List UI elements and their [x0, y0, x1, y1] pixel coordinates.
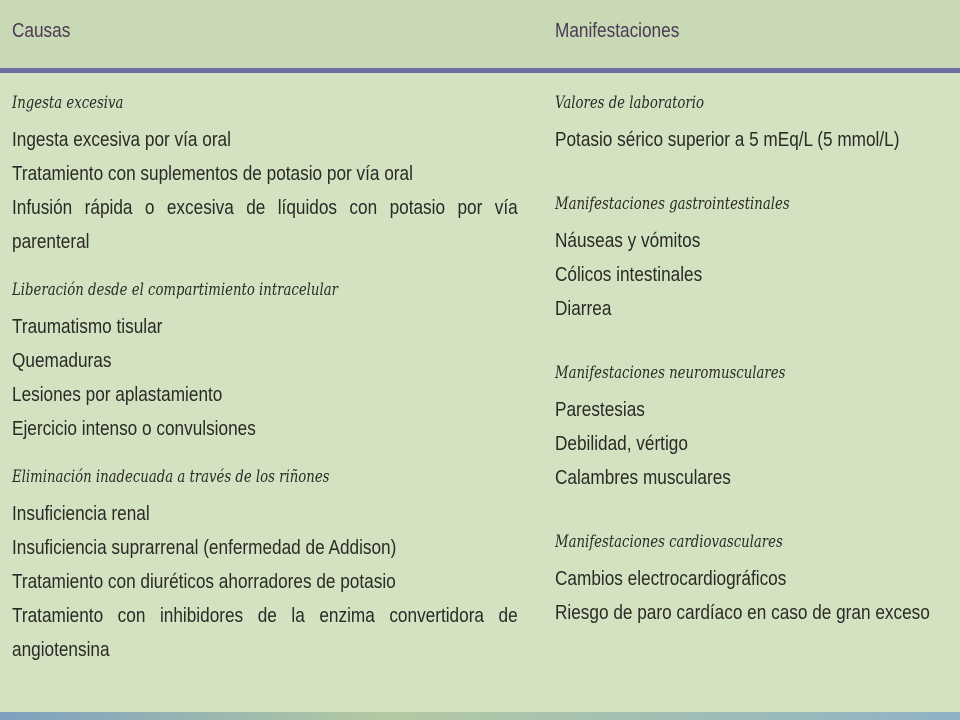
list-item: Cólicos intestinales — [555, 264, 703, 286]
manif-section-cardio — [555, 531, 955, 630]
column-header-causas: Causas — [12, 20, 71, 42]
manif-section-laboratorio — [555, 92, 955, 157]
list-item: Debilidad, vértigo — [555, 433, 688, 455]
list-item: Tratamiento con inhibidores de la enzima convertidora de angiotensina — [12, 605, 518, 661]
section-title: Liberación desde el compartimiento intracelular — [12, 280, 338, 300]
manifestaciones-column — [555, 92, 955, 630]
list-item: Insuficiencia renal — [12, 503, 150, 525]
causas-section-eliminacion — [12, 466, 532, 667]
section-title: Manifestaciones cardiovasculares — [555, 532, 783, 552]
list-item: Diarrea — [555, 298, 612, 320]
list-item: Náuseas y vómitos — [555, 230, 701, 252]
list-item: Infusión rápida o excesiva de líquidos con potasio por vía parenteral — [12, 197, 518, 253]
section-title: Eliminación inadecuada a través de los riñones — [12, 467, 330, 487]
list-item: Potasio sérico superior a 5 mEq/L (5 mmol/L) — [555, 129, 900, 151]
list-item: Lesiones por aplastamiento — [12, 384, 223, 406]
causas-column — [12, 92, 532, 667]
list-item: Ejercicio intenso o convulsiones — [12, 418, 256, 440]
header-divider — [0, 68, 960, 73]
manif-section-neuro — [555, 362, 955, 495]
causas-section-liberacion — [12, 279, 532, 446]
list-item: Tratamiento con diuréticos ahorradores de potasio — [12, 571, 396, 593]
list-item: Tratamiento con suplementos de potasio por vía oral — [12, 163, 413, 185]
list-item: Insuficiencia suprarrenal (enfermedad de Addison) — [12, 537, 397, 559]
list-item: Parestesias — [555, 399, 645, 421]
list-item: Ingesta excesiva por vía oral — [12, 129, 231, 151]
section-title: Ingesta excesiva — [12, 93, 124, 113]
section-title: Manifestaciones gastrointestinales — [555, 194, 790, 214]
list-item: Calambres musculares — [555, 467, 731, 489]
table-header — [0, 0, 960, 68]
list-item: Cambios electrocardiográficos — [555, 568, 787, 590]
column-header-manifestaciones: Manifestaciones — [555, 20, 680, 42]
section-title: Manifestaciones neuromusculares — [555, 363, 786, 383]
bottom-border — [0, 712, 960, 720]
list-item: Quemaduras — [12, 350, 112, 372]
section-title: Valores de laboratorio — [555, 93, 704, 113]
causas-section-ingesta — [12, 92, 532, 259]
list-item: Traumatismo tisular — [12, 316, 163, 338]
list-item: Riesgo de paro cardíaco en caso de gran exceso — [555, 602, 930, 624]
manif-section-gastro — [555, 193, 955, 326]
